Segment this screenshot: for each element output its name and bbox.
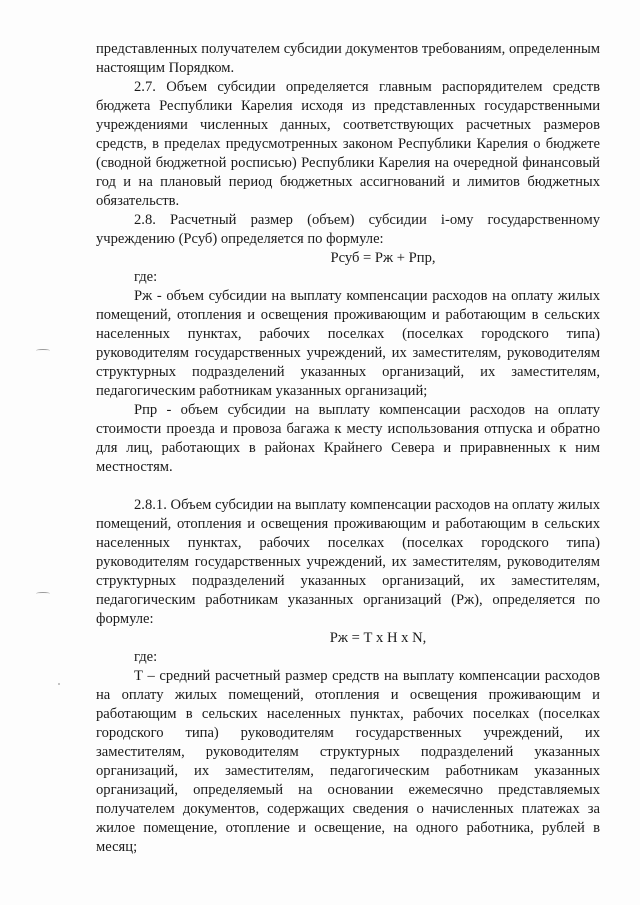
margin-mark <box>36 349 50 352</box>
margin-mark <box>36 592 50 595</box>
formula-rsub: Рсуб = Рж + Рпр, <box>330 250 436 266</box>
paragraph-2-8-1: 2.8.1. Объем субсидии на выплату компенсации расходов на оплату жилых помещений, отопления и освещения проживающим и работающим в сельских населенных пунктах, рабочих поселках (поселках городского типа) руководителям государственных учреждений, их заместителям, руководителям структурных подразделений указанных организаций, их заместителям, педагогическим работникам указанных организаций (Рж), определяется по формуле: <box>96 497 600 627</box>
definition-t: Т – средний расчетный размер средств на выплату компенсации расходов на оплату жилых помещений, отопления и освещения проживающим и работающим в сельских населенных пунктах, рабочих поселках (поселках городского типа) руководителям государственных учреждений, их заместителям, руководителям структурных подразделений указанных организаций, их заместителям, педагогическим работникам указанных организаций, определяемый на основании ежемесячно представляемых получателем документов, содержащих сведения о начисленных платежах за жилое помещение, отопление и освещение, на одного работника, рублей в месяц; <box>96 668 600 855</box>
margin-dot <box>58 683 60 685</box>
paragraph-2-7: 2.7. Объем субсидии определяется главным распорядителем средств бюджета Республики Карелия исходя из представленных государственными учреждениями численных данных, соответствующих расчетных размеров средств, в пределах предусмотренных законом Республики Карелия о бюджете (сводной бюджетной росписью) Республики Карелия на очередной финансовый год и на плановый период бюджетных ассигнований и лимитов бюджетных обязательств. <box>96 79 600 209</box>
formula-rzh: Рж = Т x Н x N, <box>329 630 427 646</box>
spacer <box>96 477 600 496</box>
definition-rzh: Рж - объем субсидии на выплату компенсации расходов на оплату жилых помещений, отопления и освещения проживающим и работающим в сельских населенных пунктах, рабочих поселках (поселках городского типа) руководителям государственных учреждений, их заместителям, руководителям структурных подразделений указанных организаций, их заместителям, педагогическим работникам указанных организаций; <box>96 288 600 399</box>
document-body <box>96 40 600 857</box>
where-label: где: <box>134 269 158 285</box>
paragraph-2-8: 2.8. Расчетный размер (объем) субсидии i-ому государственному учреждению (Рсуб) определяется по формуле: <box>96 212 600 247</box>
definition-rpr: Рпр - объем субсидии на выплату компенсации расходов на оплату стоимости проезда и провоза багажа к месту использования отпуска и обратно для лиц, работающих в районах Крайнего Севера и приравненных к ним местностям. <box>96 402 600 475</box>
paragraph-continuation: представленных получателем субсидии документов требованиям, определенным настоящим Порядком. <box>96 41 600 76</box>
where-label: где: <box>134 649 158 665</box>
